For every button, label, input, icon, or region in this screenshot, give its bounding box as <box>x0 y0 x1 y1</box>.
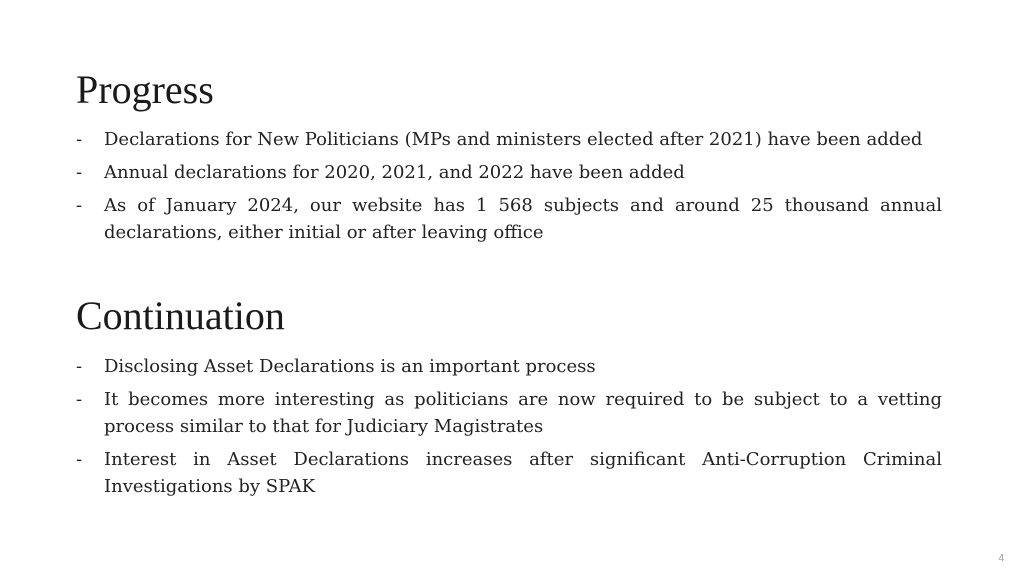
bullet-text: Interest in Asset Declarations increases after significant Anti-Corruption Criminal Investigations by SPAK <box>104 449 942 497</box>
bullet-text: Annual declarations for 2020, 2021, and 2022 have been added <box>104 162 685 183</box>
bullet-marker: - <box>76 195 83 216</box>
page-number: 4 <box>998 553 1004 564</box>
list-item <box>76 386 942 440</box>
bullet-marker: - <box>76 389 83 410</box>
bullet-text: Declarations for New Politicians (MPs and ministers elected after 2021) have been added <box>104 129 923 150</box>
bullet-marker: - <box>76 162 83 183</box>
bullet-marker: - <box>76 356 83 377</box>
bullet-text: It becomes more interesting as politicians are now required to be subject to a vetting process similar to that for Judiciary Magistrates <box>104 389 942 437</box>
list-item <box>76 159 942 186</box>
list-item <box>76 353 942 380</box>
bullet-list-continuation <box>76 353 942 506</box>
bullet-marker: - <box>76 449 83 470</box>
bullet-list-progress <box>76 126 942 252</box>
list-item <box>76 192 942 246</box>
section-title-continuation: Continuation <box>76 293 285 338</box>
bullet-text: As of January 2024, our website has 1 568 subjects and around 25 thousand annual declarations, either initial or after leaving office <box>104 195 942 243</box>
bullet-text: Disclosing Asset Declarations is an important process <box>104 356 596 377</box>
list-item <box>76 446 942 500</box>
list-item <box>76 126 942 153</box>
bullet-marker: - <box>76 129 83 150</box>
section-title-progress: Progress <box>76 67 214 112</box>
